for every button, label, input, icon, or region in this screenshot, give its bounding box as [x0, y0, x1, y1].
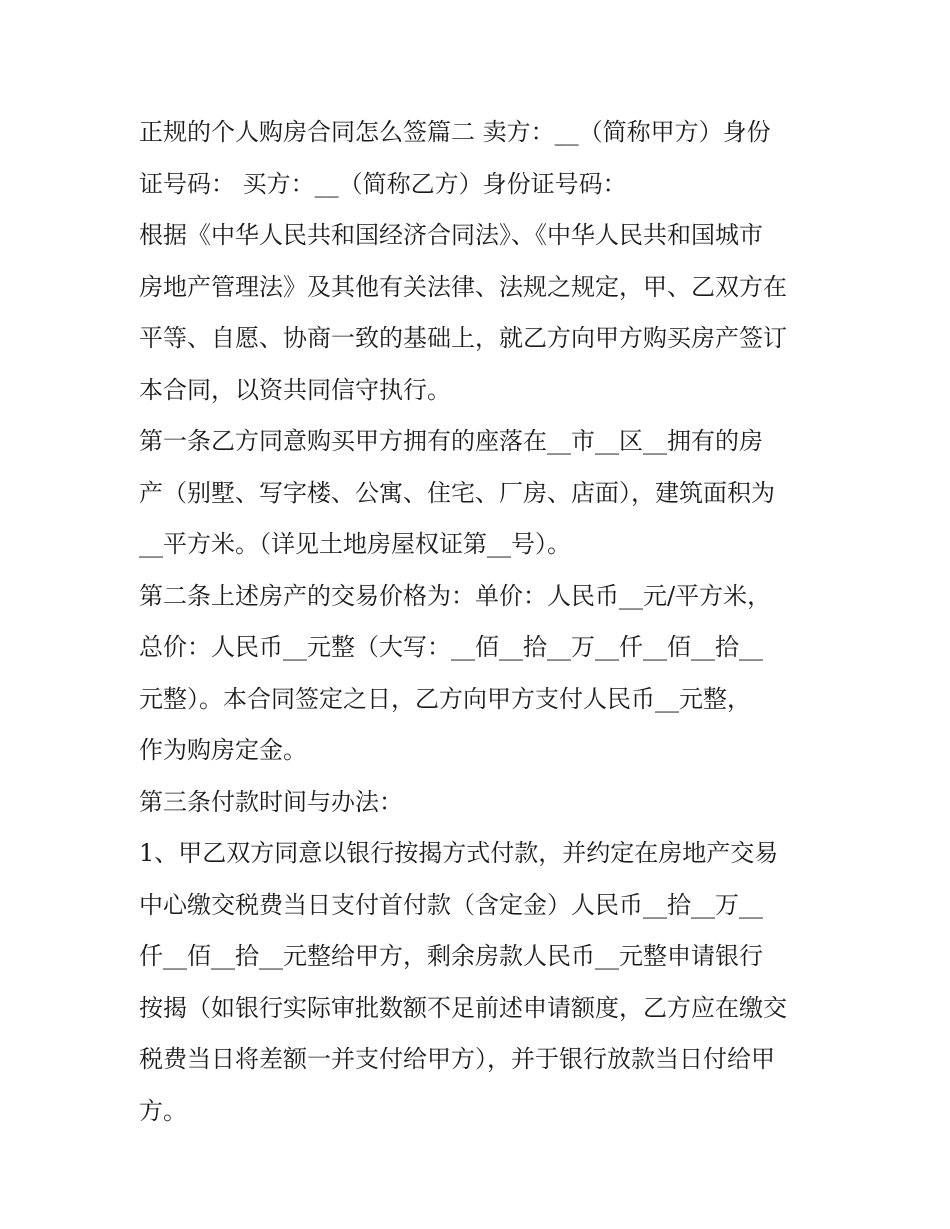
text-line-17: 仟__佰__拾__元整给甲方，剩余房款人民币__元整申请银行 — [139, 942, 763, 970]
text-line-3: 根据《中华人民共和国经济合同法》、《中华人民共和国城市 — [139, 221, 763, 249]
text-line-19: 税费当日将差额一并支付给甲方），并于银行放款当日付给甲 — [139, 1045, 775, 1073]
text-line-18: 按揭（如银行实际审批数额不足前述申请额度，乙方应在缴交 — [139, 993, 787, 1022]
text-line-4: 房地产管理法》及其他有关法律、法规之规定，甲、乙双方在 — [139, 272, 787, 301]
text-line-16: 中心缴交税费当日支付首付款（含定金）人民币__拾__万__ — [139, 890, 763, 919]
text-line-9: __平方米。（详见土地房屋权证第__号）。 — [139, 530, 571, 558]
text-line-5: 平等、自愿、协商一致的基础上，就乙方向甲方购买房产签订 — [139, 324, 787, 352]
text-line-7: 第一条乙方同意购买甲方拥有的座落在__市__区__拥有的房 — [139, 427, 763, 455]
text-line-13: 作为购房定金。 — [139, 736, 307, 764]
text-line-11: 总价：人民币__元整（大写：__佰__拾__万__仟__佰__拾__ — [139, 633, 763, 661]
contract-text — [139, 107, 829, 1137]
text-line-14: 第三条付款时间与办法： — [139, 787, 403, 816]
text-line-8: 产（别墅、写字楼、公寓、住宅、厂房、店面），建筑面积为 — [139, 478, 775, 507]
text-line-15: 1、甲乙双方同意以银行按揭方式付款，并约定在房地产交易 — [139, 839, 779, 867]
text-line-1: 正规的个人购房合同怎么签篇二 卖方：__（简称甲方）身份 — [139, 118, 771, 146]
text-line-20: 方。 — [139, 1096, 187, 1125]
text-line-2: 证号码： 买方：__（简称乙方）身份证号码： — [139, 169, 627, 198]
text-line-12: 元整）。本合同签定之日，乙方向甲方支付人民币__元整， — [139, 684, 751, 713]
text-line-6: 本合同，以资共同信守执行。 — [139, 375, 451, 404]
text-line-10: 第二条上述房产的交易价格为：单价：人民币__元/平方米， — [139, 581, 772, 610]
